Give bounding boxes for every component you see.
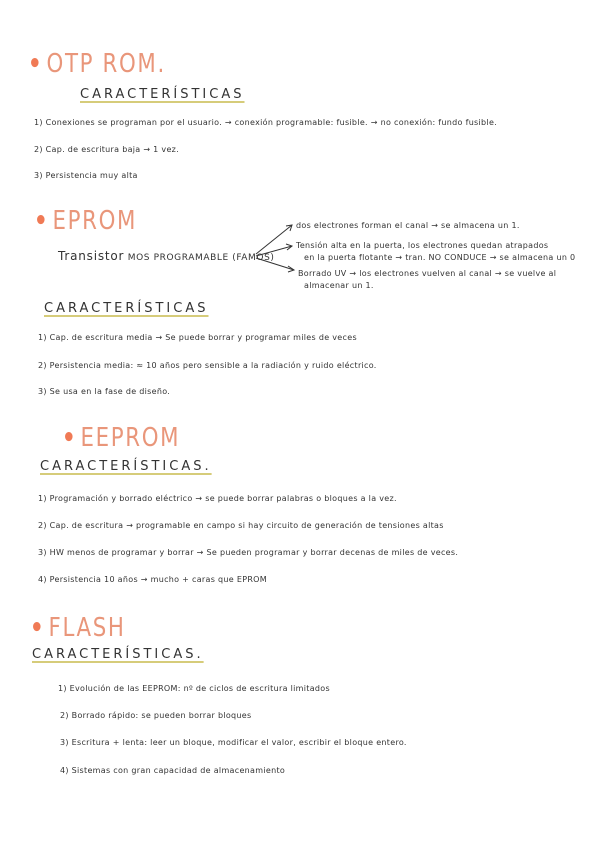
otp-subtitle: CARACTERÍSTICAS [80, 87, 245, 102]
eeprom-subtitle: CARACTERÍSTICAS. [40, 459, 212, 474]
eprom-branch-5: almacenar un 1. [304, 281, 374, 290]
otp-item-1: 1) Conexiones se programan por el usuario. → conexión programable: fusible. → no conexión: fundo fusible. [34, 118, 498, 127]
transistor-label: Transistor [58, 249, 125, 263]
flash-title: FLASH [48, 613, 126, 643]
eprom-branch-2: Tensión alta en la puerta, los electrones quedan atrapados [296, 241, 549, 250]
flash-item-1: 1) Evolución de las EEPROM: nº de ciclos de escritura limitados [58, 684, 330, 693]
eprom-branch-4: Borrado UV → los electrones vuelven al canal → se vuelve al [298, 269, 557, 278]
arrow-to-branch-3 [256, 258, 294, 270]
eprom-item-3: 3) Se usa en la fase de diseño. [38, 387, 171, 396]
otp-title: OTP ROM. [46, 49, 166, 79]
bullet-icon: • [34, 206, 50, 236]
eeprom-title: EEPROM [80, 423, 181, 453]
eeprom-item-3: 3) HW menos de programar y borrar → Se pueden programar y borrar decenas de miles de veces. [38, 548, 459, 557]
bullet-icon: • [30, 613, 46, 643]
eeprom-heading [62, 424, 180, 452]
eprom-title: EPROM [52, 206, 138, 236]
eeprom-item-2: 2) Cap. de escritura → programable en campo si hay circuito de generación de tensiones altas [38, 521, 444, 530]
flash-item-2: 2) Borrado rápido: se pueden borrar bloques [60, 711, 252, 720]
arrow-to-branch-2 [256, 246, 292, 256]
eeprom-item-1: 1) Programación y borrado eléctrico → se puede borrar palabras o bloques a la vez. [38, 494, 397, 503]
otp-item-3: 3) Persistencia muy alta [34, 171, 138, 180]
eprom-branch-3: en la puerta flotante → tran. NO CONDUCE → se almacena un 0 [304, 253, 576, 262]
bullet-icon: • [62, 423, 78, 453]
eeprom-item-4: 4) Persistencia 10 años → mucho + caras que EPROM [38, 575, 267, 584]
bullet-icon: • [28, 49, 44, 79]
eprom-branch-1: dos electrones forman el canal → se almacena un 1. [296, 221, 520, 230]
eprom-item-2: 2) Persistencia media: ≈ 10 años pero sensible a la radiación y ruido eléctrico. [38, 361, 377, 370]
flash-heading [30, 614, 126, 642]
flash-subtitle: CARACTERÍSTICAS. [32, 647, 204, 662]
flash-item-4: 4) Sistemas con gran capacidad de almacenamiento [60, 766, 286, 775]
flash-item-3: 3) Escritura + lenta: leer un bloque, modificar el valor, escribir el bloque entero. [60, 738, 407, 747]
otp-item-2: 2) Cap. de escritura baja → 1 vez. [34, 145, 180, 154]
transistor-type: MOS PROGRAMABLE (FAMOS) [127, 253, 275, 263]
eprom-subtitle: CARACTERÍSTICAS [44, 301, 209, 316]
arrow-to-branch-1 [256, 225, 292, 254]
eprom-item-1: 1) Cap. de escritura media → Se puede borrar y programar miles de veces [38, 333, 357, 342]
